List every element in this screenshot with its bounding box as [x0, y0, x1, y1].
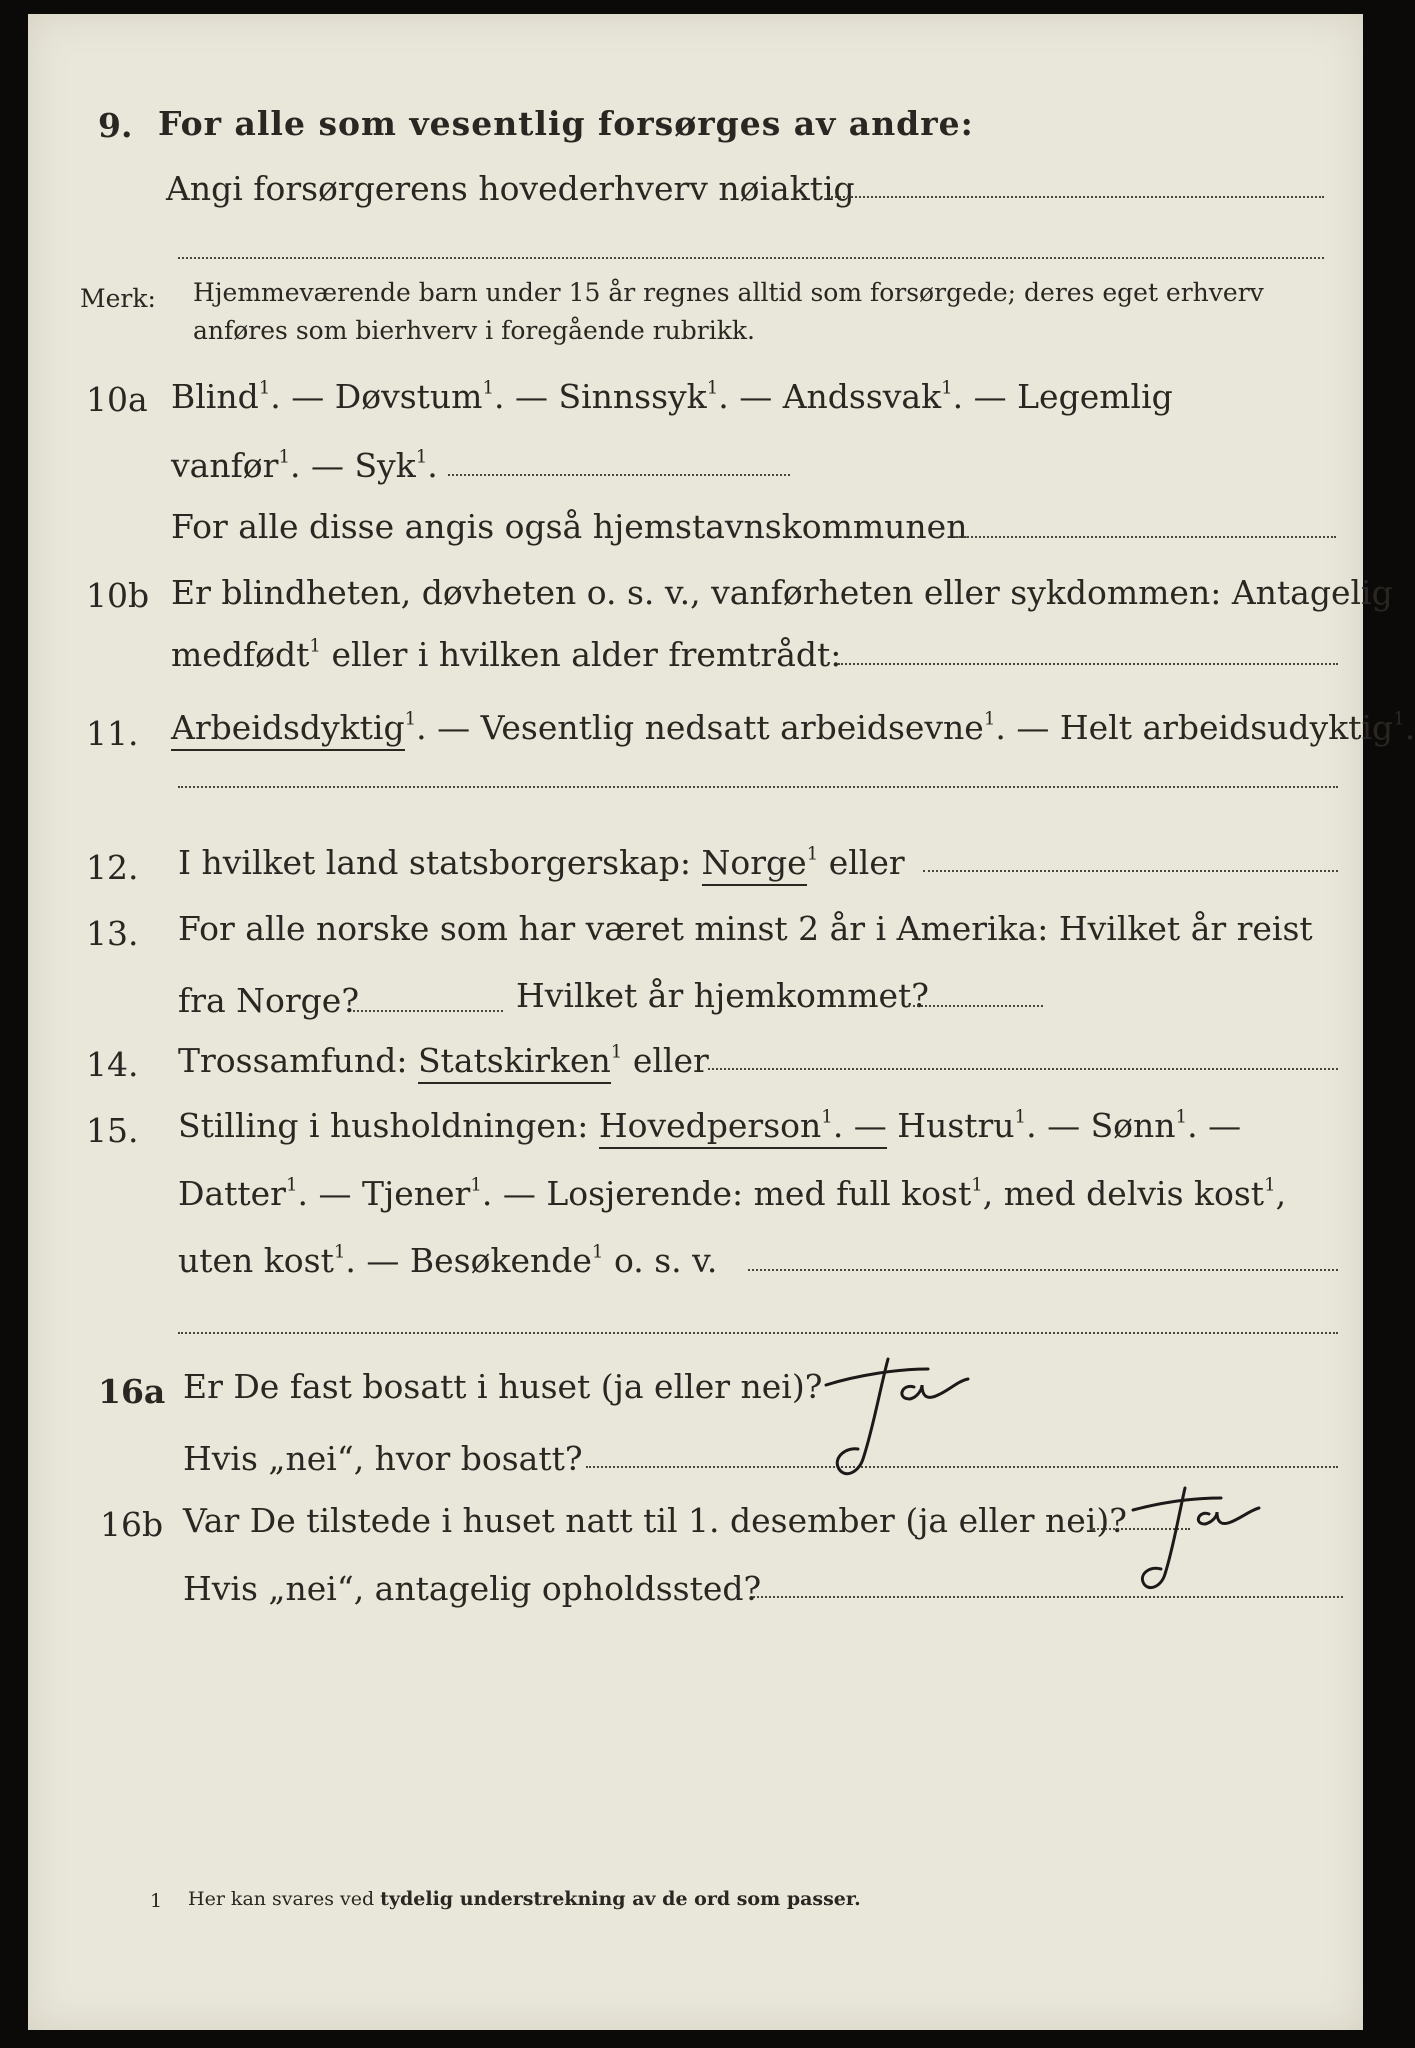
q10a-number: 10a [86, 380, 148, 419]
footnote-ref: 1 [470, 1174, 482, 1196]
q11-options [171, 708, 1415, 747]
footnote-ref: 1 [415, 446, 428, 468]
q11-answer-line [178, 786, 1338, 788]
footnote-ref: 1 [285, 1174, 298, 1196]
footnote-ref: 1 [404, 708, 417, 730]
comma: , [1275, 1174, 1287, 1213]
footnote-ref: 1 [309, 635, 321, 657]
q10a-hjemstavn: For alle disse angis også hjemstavnskommunen [171, 507, 968, 546]
eller-text: eller [622, 1041, 709, 1080]
q15-line2 [178, 1174, 1287, 1213]
opt-legemlig: . — Legemlig [952, 377, 1173, 416]
q14-number: 14. [86, 1045, 139, 1084]
q15-answer-line [748, 1269, 1338, 1271]
opt-udyktig: . — Helt arbeidsudyktig [995, 708, 1394, 747]
footnote-ref: 1 [1264, 1174, 1276, 1196]
period: . [1404, 708, 1415, 747]
footnote-ref: 1 [1175, 1106, 1188, 1128]
q10b-answer-line [838, 663, 1338, 665]
footnote-ref: 1 [278, 446, 290, 468]
q13-hjemkommet: Hvilket år hjemkommet? [516, 976, 929, 1015]
footnote-ref: 1 [941, 377, 953, 399]
opt-blind: Blind [171, 377, 259, 416]
q16a-question: Er De fast bosatt i huset (ja eller nei)? [183, 1367, 823, 1406]
handwritten-answer-ja-16b [1133, 1474, 1313, 1604]
merk-text-2: anføres som bierhverv i foregående rubrikk. [193, 316, 755, 345]
opt-sinnssyk: . — Sinnssyk [494, 377, 707, 416]
stilling-label: Stilling i husholdningen: [178, 1106, 599, 1145]
opt-syk: . — Syk [289, 446, 416, 485]
opt-datter: Datter [178, 1174, 286, 1213]
q16b-question: Var De tilstede i huset natt til 1. desember (ja eller nei)? [183, 1501, 1127, 1540]
q16a-hvis-nei: Hvis „nei“, hvor bosatt? [183, 1439, 583, 1478]
footnote-text [188, 1890, 861, 1909]
opt-hustru: Hustru [886, 1106, 1015, 1145]
q13-fra-norge: fra Norge? [178, 981, 360, 1020]
merk-label: Merk: [80, 284, 156, 313]
opt-hovedperson-underlined [599, 1106, 887, 1149]
footnote-mark: 1 [150, 1890, 163, 1912]
opt-delvis-kost: , med delvis kost [982, 1174, 1265, 1213]
q10a-options-line1 [171, 377, 1173, 416]
footnote-ref: 1 [821, 1106, 833, 1128]
period: . [427, 446, 438, 485]
footnote-ref: 1 [971, 1174, 983, 1196]
alder-text: eller i hvilken alder fremtrådt: [320, 635, 842, 674]
opt-uten-kost: uten kost [178, 1241, 334, 1280]
q15-answer-line-2 [178, 1332, 1338, 1334]
eller-text: eller [818, 843, 905, 882]
q12-number: 12. [86, 848, 139, 887]
q13-line1: For alle norske som har været minst 2 år i Amerika: Hvilket år reist [178, 909, 1313, 948]
dash: . — [832, 1106, 887, 1145]
opt-tjener: . — Tjener [297, 1174, 471, 1213]
q13-hjemkommet-line [908, 1005, 1043, 1007]
q14-text [178, 1041, 709, 1080]
q16b-number: 16b [100, 1505, 164, 1544]
footnote-ref: 1 [806, 843, 819, 865]
q9-answer-line [828, 196, 1324, 198]
dash: . — [1187, 1106, 1242, 1145]
opt-besokende: . — Besøkende [345, 1241, 592, 1280]
q15-line3 [178, 1241, 718, 1280]
q16b-hvis-nei: Hvis „nei“, antagelig opholdssted? [183, 1569, 762, 1608]
q10a-hjemstavn-line [956, 536, 1336, 538]
footnote-ref: 1 [591, 1241, 604, 1263]
q15-line1 [178, 1106, 1242, 1145]
opt-statskirken-underlined: Statskirken [418, 1041, 611, 1084]
footnote-ref: 1 [983, 708, 996, 730]
opt-dovstum: . — Døvstum [270, 377, 483, 416]
osv-text: o. s. v. [603, 1241, 718, 1280]
statsborgerskap-label: I hvilket land statsborgerskap: [178, 843, 702, 882]
footnote-ref: 1 [258, 377, 271, 399]
q13-number: 13. [86, 914, 139, 953]
opt-sonn: . — Sønn [1026, 1106, 1176, 1145]
opt-medfodt: medfødt [171, 635, 310, 674]
q14-answer-line [708, 1068, 1338, 1070]
q10b-number: 10b [86, 576, 150, 615]
merk-text-1: Hjemmeværende barn under 15 år regnes alltid som forsørgede; deres eget erhverv [193, 278, 1264, 307]
q15-number: 15. [86, 1111, 139, 1150]
opt-nedsatt: . — Vesentlig nedsatt arbeidsevne [416, 708, 984, 747]
q10b-line1: Er blindheten, døvheten o. s. v., vanførheten eller sykdommen: Antagelig [171, 573, 1393, 612]
q10b-line2 [171, 635, 842, 674]
census-form-page [28, 14, 1415, 2030]
footnote-ref: 1 [1014, 1106, 1027, 1128]
q13-reist-line [353, 1010, 503, 1012]
footnote-ref: 1 [482, 377, 495, 399]
opt-andssvak: . — Andssvak [718, 377, 942, 416]
q11-number: 11. [86, 714, 139, 753]
q10a-answer-line [448, 474, 790, 476]
footnote-text-bold: tydelig understrekning av de ord som passer. [380, 1888, 861, 1910]
q16a-number: 16a [98, 1372, 166, 1411]
footnote-ref: 1 [610, 1041, 623, 1063]
trossamfund-label: Trossamfund: [178, 1041, 418, 1080]
opt-norge-underlined: Norge [702, 843, 807, 886]
q9-title: For alle som vesentlig forsørges av andre: [158, 104, 974, 143]
footnote-ref: 1 [1393, 708, 1405, 730]
q9-question: Angi forsørgerens hovederhverv nøiaktig [166, 169, 855, 208]
opt-arbeidsdyktig-underlined: Arbeidsdyktig [171, 708, 405, 751]
footnote-ref: 1 [333, 1241, 346, 1263]
hovedperson-text: Hovedperson [598, 1106, 822, 1145]
footnote-text-plain: Her kan svares ved [188, 1888, 381, 1910]
q12-text [178, 843, 905, 882]
q10a-options-line2 [171, 446, 438, 485]
opt-vanfor: vanfør [171, 446, 279, 485]
handwritten-answer-ja-16a [818, 1339, 1018, 1489]
q9-number: 9. [98, 106, 133, 145]
footnote-ref: 1 [706, 377, 719, 399]
opt-full-kost: . — Losjerende: med full kost [481, 1174, 972, 1213]
q9-answer-line-2 [178, 257, 1324, 259]
q12-answer-line [923, 870, 1338, 872]
